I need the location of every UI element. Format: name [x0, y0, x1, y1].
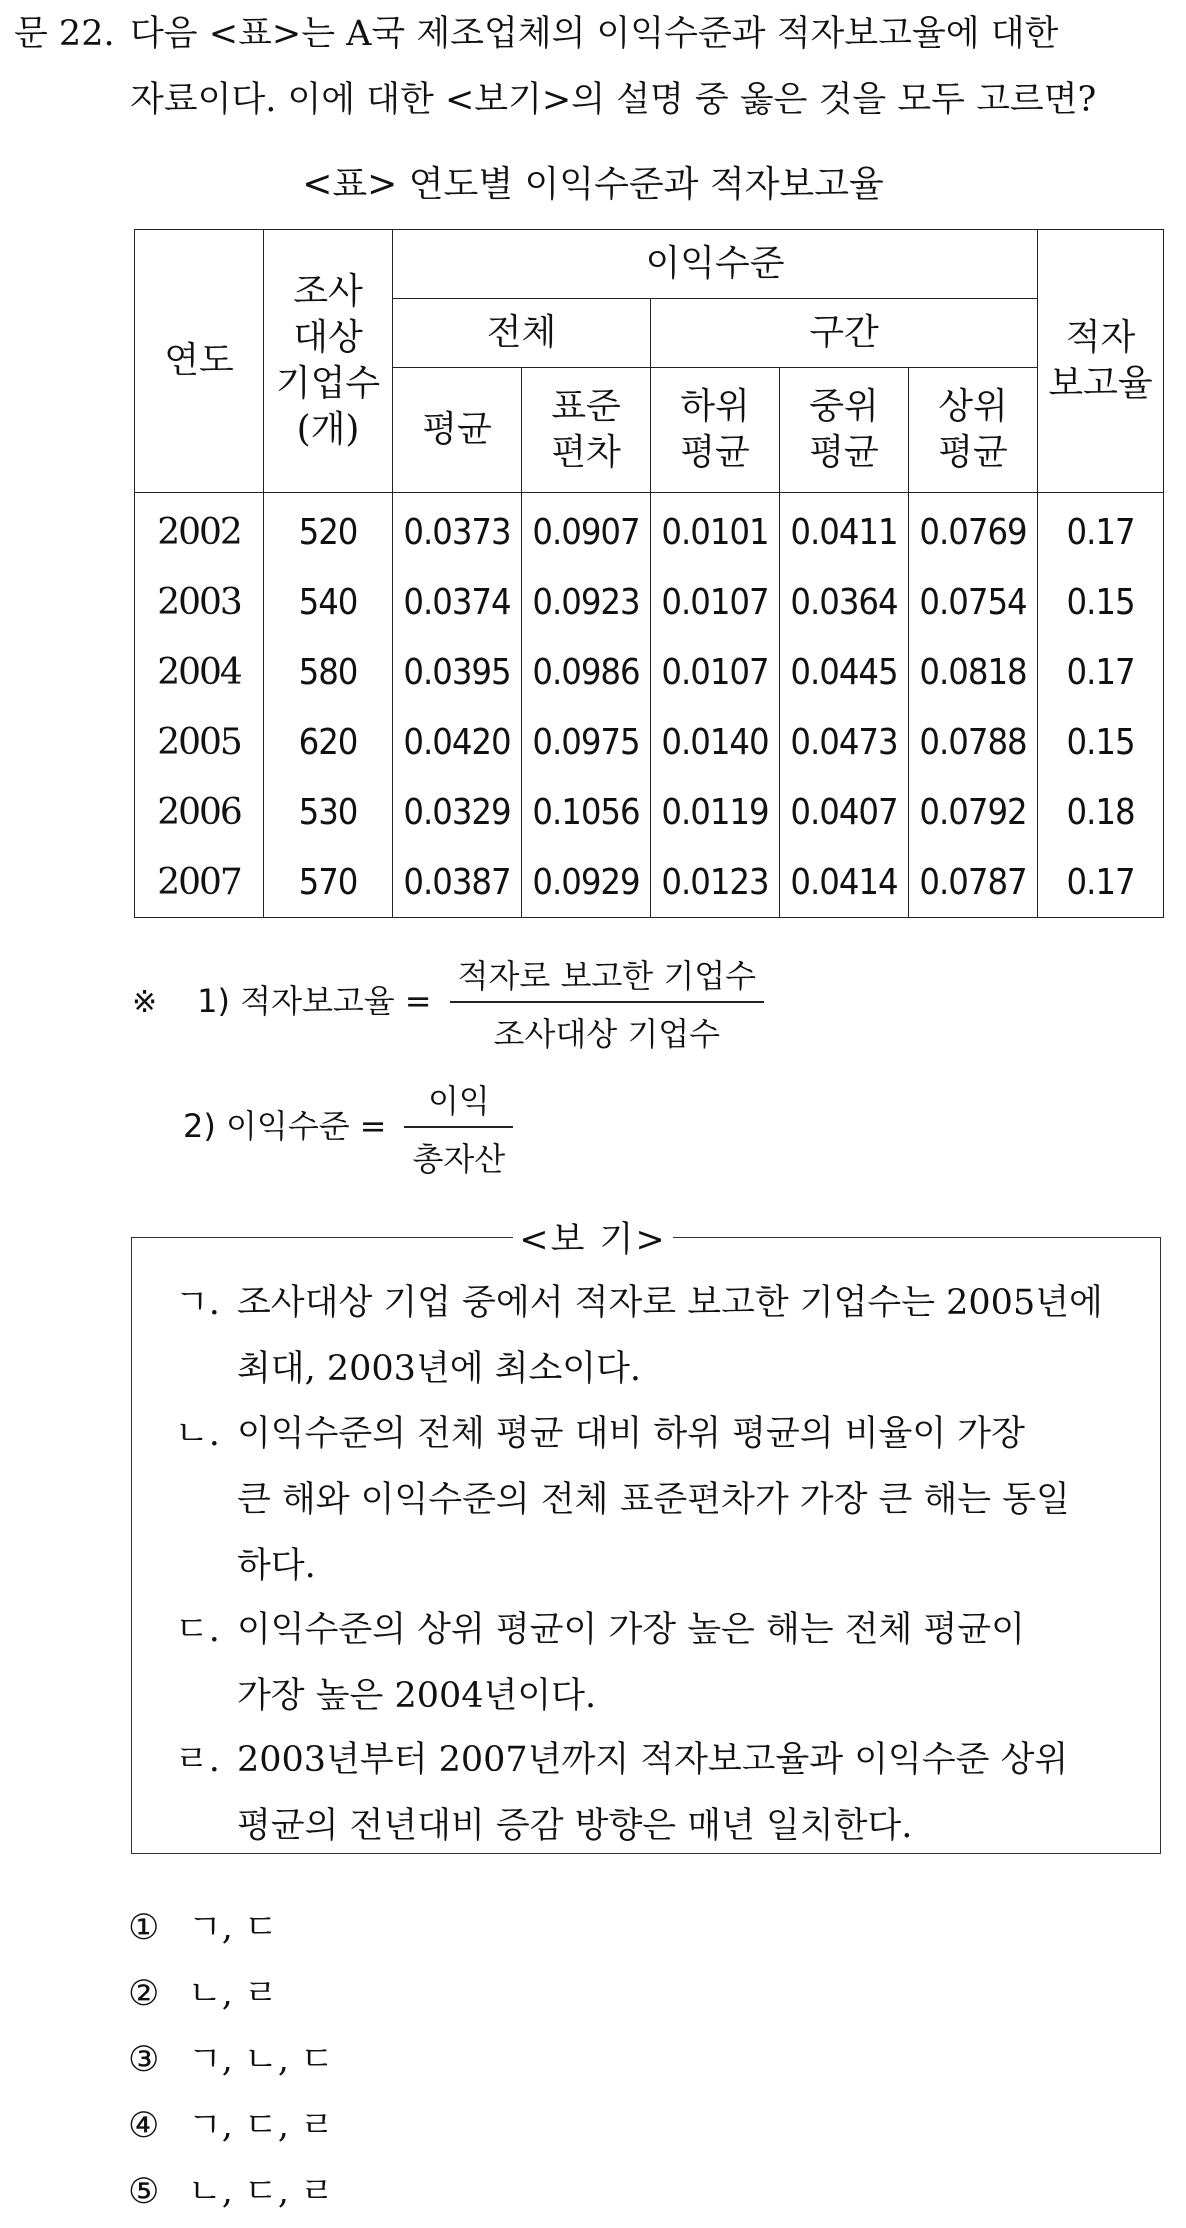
cell: 540	[264, 567, 393, 637]
cell: 0.0473	[780, 707, 909, 777]
cell: 0.0107	[651, 567, 780, 637]
cell: 2003	[135, 567, 264, 637]
note-mark: ※	[132, 985, 158, 1020]
note-2-denominator: 총자산	[412, 1140, 506, 1178]
cell: 0.0907	[522, 493, 651, 568]
header-surveyed: 조사 대상 기업수 (개)	[264, 230, 393, 493]
cell: 0.0123	[651, 847, 780, 918]
cell: 520	[264, 493, 393, 568]
equals-sign: =	[404, 982, 432, 1020]
note-2	[183, 1076, 513, 1180]
cell: 0.0107	[651, 637, 780, 707]
cell: 0.15	[1038, 707, 1164, 777]
cell: 0.0140	[651, 707, 780, 777]
header-overall: 전체	[393, 299, 651, 368]
equals-sign: =	[359, 1107, 387, 1145]
cell: 2006	[135, 777, 264, 847]
cell: 580	[264, 637, 393, 707]
cell: 0.15	[1038, 567, 1164, 637]
cell: 0.0445	[780, 637, 909, 707]
note-1	[132, 951, 764, 1055]
note-2-fraction	[404, 1076, 513, 1180]
cell: 0.0975	[522, 707, 651, 777]
choice-5[interactable]: ⑤ ㄴ, ㄷ, ㄹ	[128, 2172, 334, 2212]
cell: 0.0119	[651, 777, 780, 847]
cell: 0.0818	[909, 637, 1038, 707]
question-line-2: 자료이다. 이에 대한 <보기>의 설명 중 옳은 것을 모두 고르면?	[130, 80, 1097, 120]
cell: 0.0923	[522, 567, 651, 637]
cell: 0.0414	[780, 847, 909, 918]
cell: 0.17	[1038, 847, 1164, 918]
cell: 0.0101	[651, 493, 780, 568]
table-row	[135, 707, 1164, 777]
table-title: <표> 연도별 이익수준과 적자보고율	[302, 164, 884, 205]
cell: 0.0788	[909, 707, 1038, 777]
header-profit-level: 이익수준	[393, 230, 1038, 299]
cell: 0.0395	[393, 637, 522, 707]
question-number: 문 22.	[14, 14, 115, 54]
table-row	[135, 637, 1164, 707]
question-line-1	[14, 6, 1058, 56]
question-text-1: 다음 <표>는 A국 제조업체의 이익수준과 적자보고율에 대한	[130, 14, 1059, 54]
cell: 0.17	[1038, 637, 1164, 707]
choice-4[interactable]: ④ ㄱ, ㄷ, ㄹ	[128, 2106, 334, 2146]
cell: 2004	[135, 637, 264, 707]
cell: 0.0792	[909, 777, 1038, 847]
cell: 530	[264, 777, 393, 847]
cell: 0.0754	[909, 567, 1038, 637]
table-row	[135, 567, 1164, 637]
bogi-title: <보 기>	[0, 1212, 1186, 1262]
cell: 0.1056	[522, 777, 651, 847]
cell: 0.0364	[780, 567, 909, 637]
cell: 0.0986	[522, 637, 651, 707]
header-section: 구간	[651, 299, 1038, 368]
table-row	[135, 493, 1164, 568]
cell: 0.0769	[909, 493, 1038, 568]
choice-2[interactable]: ② ㄴ, ㄹ	[128, 1974, 278, 2014]
cell: 2007	[135, 847, 264, 918]
note-2-numerator: 이익	[404, 1076, 513, 1128]
cell: 0.17	[1038, 493, 1164, 568]
header-lower: 하위 평균	[651, 368, 780, 493]
header-middle: 중위 평균	[780, 368, 909, 493]
choice-3[interactable]: ③ ㄱ, ㄴ, ㄷ	[128, 2040, 334, 2080]
note-1-fraction	[450, 951, 765, 1055]
header-year: 연도	[135, 230, 264, 493]
note-1-denominator: 조사대상 기업수	[493, 1015, 721, 1053]
cell: 0.0411	[780, 493, 909, 568]
note-2-label: 2) 이익수준	[183, 1107, 350, 1145]
header-deficit-rate: 적자 보고율	[1038, 230, 1164, 493]
table-row	[135, 777, 1164, 847]
choice-1[interactable]: ① ㄱ, ㄷ	[128, 1908, 278, 1948]
cell: 0.0374	[393, 567, 522, 637]
cell: 0.0373	[393, 493, 522, 568]
note-1-numerator: 적자로 보고한 기업수	[450, 951, 765, 1003]
cell: 0.18	[1038, 777, 1164, 847]
data-table	[134, 229, 1164, 918]
table-row	[135, 847, 1164, 918]
cell: 2002	[135, 493, 264, 568]
header-std: 표준 편차	[522, 368, 651, 493]
cell: 570	[264, 847, 393, 918]
cell: 0.0407	[780, 777, 909, 847]
cell: 620	[264, 707, 393, 777]
cell: 2005	[135, 707, 264, 777]
header-upper: 상위 평균	[909, 368, 1038, 493]
header-mean: 평균	[393, 368, 522, 493]
cell: 0.0329	[393, 777, 522, 847]
cell: 0.0787	[909, 847, 1038, 918]
cell: 0.0420	[393, 707, 522, 777]
cell: 0.0387	[393, 847, 522, 918]
cell: 0.0929	[522, 847, 651, 918]
note-1-label: 1) 적자보고율	[197, 982, 395, 1020]
